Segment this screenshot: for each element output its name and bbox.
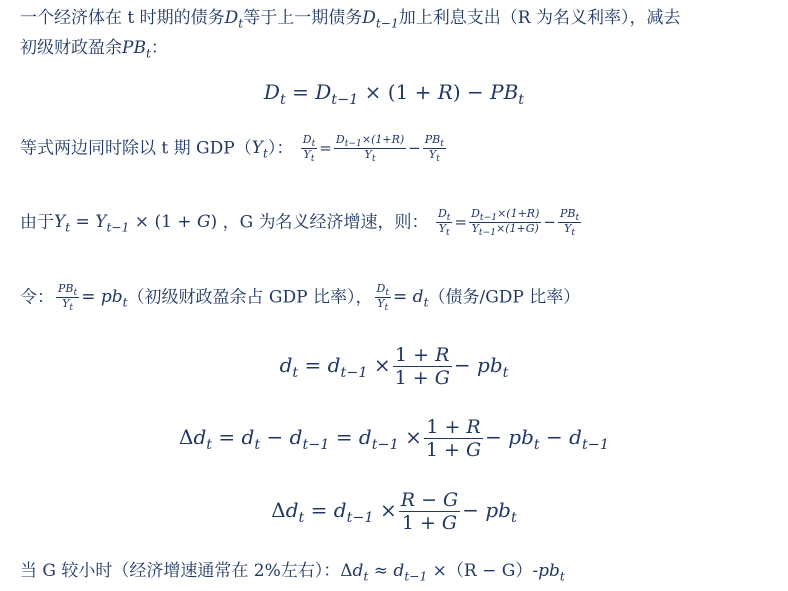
equation-debt-dynamics: $D_t = D_{t-1} \times (1 + R) - PB_t$ bbox=[263, 80, 525, 109]
paragraph-primary-surplus bbox=[20, 40, 168, 60]
equation-debt-ratio: $d_t = d_{t-1}$ × $\frac{1 + R}{1 + G}$ − $pb_t$ bbox=[279, 344, 509, 389]
text-segment: 等于上一期债务 bbox=[243, 8, 363, 28]
text-segment: ）： bbox=[267, 138, 294, 159]
equation-inline-growth: $\frac{D_t}{Y_t}$ = $\frac{D_{t-1}\times(1+R)}{Y_{t-1}\times(1+G)}$ − $\frac{PB_t}{Y_t}$ bbox=[437, 207, 580, 239]
equation-delta-simplified: $\Delta d_t = d_{t-1}$ × $\frac{R - G}{1 + G}$ − $pb_t$ bbox=[271, 489, 517, 534]
text-segment: （初级财政盈余占 GDP 比率）， bbox=[127, 287, 373, 308]
text-segment: （R − G）- bbox=[446, 561, 539, 581]
equation-delta-debt-ratio: $\Delta d_t = d_t - d_{t-1} = d_{t-1}$ × $\frac{1 + R}{1 + G}$ − $pb_t - d_{t-1}$ bbox=[179, 416, 609, 461]
text-segment: 由于 bbox=[20, 212, 54, 233]
paragraph-approximation bbox=[20, 563, 565, 583]
text-segment: 令： bbox=[20, 287, 54, 308]
paragraph-growth bbox=[20, 208, 583, 238]
math-pb-def: $\frac{PB_t}{Y_t}$ = $pb_t$ bbox=[58, 282, 128, 314]
text-segment: 一个经济体在 t 时期的债务 bbox=[20, 8, 225, 28]
text-segment: ： bbox=[150, 38, 168, 58]
math-PBt: $PB_t$ bbox=[122, 38, 151, 61]
math-approx: $\Delta d_t \approx d_{t-1}$ × bbox=[340, 561, 447, 584]
paragraph-definitions bbox=[20, 283, 580, 313]
text-segment: ，G 为名义经济增速，则： bbox=[217, 212, 429, 233]
math-pbt: $pb_t$ bbox=[538, 561, 565, 584]
text-segment: 初级财政盈余 bbox=[20, 38, 122, 58]
text-segment: 等式两边同时除以 t 期 GDP（ bbox=[20, 138, 252, 159]
math-Dt-1: $D_{t-1}$ bbox=[362, 8, 399, 31]
paragraph-debt-definition bbox=[20, 10, 681, 30]
math-Y-growth: $Y_t = Y_{t-1} \times (1 + G)$ bbox=[54, 212, 218, 235]
math-Dt: $D_t$ bbox=[224, 8, 244, 31]
equation-inline-divided: $\frac{D_t}{Y_t}$ = $\frac{D_{t-1}\times(1+R)}{Y_t}$ − $\frac{PB_t}{Y_t}$ bbox=[302, 133, 444, 165]
text-segment: 当 G 较小时（经济增速通常在 2%左右）： bbox=[20, 561, 341, 581]
paragraph-divide-gdp bbox=[20, 134, 448, 164]
text-segment: 加上利息支出（R 为名义利率），减去 bbox=[398, 8, 681, 28]
math-Yt: $Y_t$ bbox=[251, 138, 268, 161]
math-d-def: $\frac{D_t}{Y_t}$ = $d_t$ bbox=[376, 282, 429, 314]
text-segment: （债务/GDP 比率） bbox=[428, 287, 581, 308]
